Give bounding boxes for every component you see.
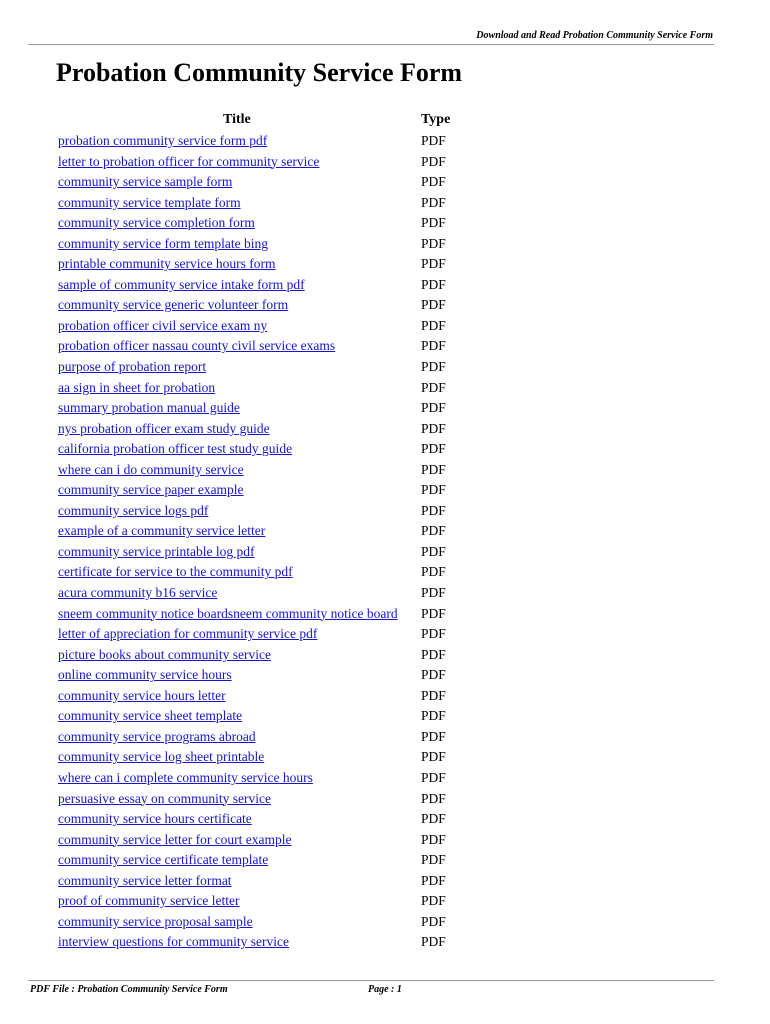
table-row [56,522,476,543]
document-type-label: PDF [421,338,446,354]
document-type-label: PDF [421,687,446,703]
table-row [56,461,476,482]
table-row [56,194,476,215]
table-row [56,132,476,153]
document-title-link[interactable]: where can i do community service [58,461,244,477]
page-title: Probation Community Service Form [56,58,463,87]
document-title-link[interactable]: interview questions for community service [58,934,289,950]
document-type-label: PDF [421,297,446,313]
document-title-link[interactable]: picture books about community service [58,646,271,662]
document-title-link[interactable]: community service sheet template [58,708,243,724]
table-row [56,584,476,605]
document-title-link[interactable]: community service template form [58,194,241,210]
document-title-link[interactable]: community service generic volunteer form [58,297,289,313]
document-title-link[interactable]: california probation officer test study guide [58,441,293,457]
document-type-label: PDF [421,215,446,231]
document-type-label: PDF [421,667,446,683]
document-type-label: PDF [421,769,446,785]
document-title-link[interactable]: certificate for service to the community pdf [58,564,293,580]
document-title-link[interactable]: community service paper example [58,482,244,498]
running-header: Download and Read Probation Community Service Form [476,30,713,41]
document-type-label: PDF [421,831,446,847]
table-row [56,625,476,646]
document-type-label: PDF [421,133,446,148]
table-row [56,790,476,811]
table-row [56,831,476,852]
document-title-link[interactable]: community service hours letter [58,687,226,703]
table-header [56,112,476,130]
table-row [56,851,476,872]
document-type-label: PDF [421,934,446,950]
document-title-link[interactable]: community service printable log pdf [58,543,255,559]
document-title-link[interactable]: acura community b16 service [58,585,218,601]
table-row [56,707,476,728]
table-row [56,235,476,256]
document-type-label: PDF [421,400,446,416]
document-type-label: PDF [421,564,446,580]
document-type-label: PDF [421,235,446,251]
document-type-label: PDF [421,441,446,457]
document-title-link[interactable]: persuasive essay on community service [58,790,271,806]
table-row [56,173,476,194]
document-type-label: PDF [421,317,446,333]
table-row [56,296,476,317]
footer-page-number: Page : 1 [368,984,402,995]
table-row [56,769,476,790]
document-title-link[interactable]: probation community service form pdf [58,133,268,148]
table-row [56,440,476,461]
table-row [56,687,476,708]
document-type-label: PDF [421,420,446,436]
header-divider [28,44,714,45]
document-title-link[interactable]: printable community service hours form [58,256,276,272]
document-type-label: PDF [421,379,446,395]
document-type-label: PDF [421,852,446,868]
document-title-link[interactable]: community service form template bing [58,235,268,251]
table-row [56,748,476,769]
document-title-link[interactable]: letter to probation officer for community service [58,153,320,169]
document-title-link[interactable]: where can i complete community service hours [58,769,313,785]
document-type-label: PDF [421,646,446,662]
document-type-label: PDF [421,153,446,169]
document-type-label: PDF [421,605,446,621]
document-type-label: PDF [421,913,446,929]
document-title-link[interactable]: sneem community notice boardsneem community notice board [58,605,398,621]
table-row [56,563,476,584]
document-type-label: PDF [421,502,446,518]
table-row [56,214,476,235]
table-row [56,543,476,564]
table-row [56,379,476,400]
document-type-label: PDF [421,256,446,272]
document-title-link[interactable]: community service log sheet printable [58,749,265,765]
document-type-label: PDF [421,811,446,827]
document-title-link[interactable]: community service completion form [58,215,255,231]
document-type-label: PDF [421,194,446,210]
table-row [56,317,476,338]
table-row [56,276,476,297]
table-row [56,255,476,276]
document-title-link[interactable]: sample of community service intake form pdf [58,276,305,292]
document-type-label: PDF [421,749,446,765]
table-row [56,153,476,174]
table-row [56,892,476,913]
table-row [56,728,476,749]
document-title-link[interactable]: nys probation officer exam study guide [58,420,270,436]
table-row [56,481,476,502]
document-type-label: PDF [421,728,446,744]
document-title-link[interactable]: probation officer civil service exam ny [58,317,268,333]
document-type-label: PDF [421,790,446,806]
document-type-label: PDF [421,276,446,292]
document-title-link[interactable]: community service letter for court example [58,831,292,847]
table-row [56,913,476,934]
document-type-label: PDF [421,359,446,375]
table-row [56,605,476,626]
document-type-label: PDF [421,523,446,539]
document-type-label: PDF [421,626,446,642]
table-row [56,810,476,831]
document-title-link[interactable]: purpose of probation report [58,359,207,375]
document-title-link[interactable]: letter of appreciation for community service pdf [58,626,318,642]
document-title-link[interactable]: community service certificate template [58,852,269,868]
document-title-link[interactable]: example of a community service letter [58,523,266,539]
table-row [56,646,476,667]
document-type-label: PDF [421,872,446,888]
document-title-link[interactable]: probation officer nassau county civil service exams [58,338,336,354]
document-list [56,132,476,954]
document-type-label: PDF [421,543,446,559]
table-row [56,399,476,420]
table-row [56,666,476,687]
document-title-link[interactable]: community service proposal sample [58,913,253,929]
document-title-link[interactable]: aa sign in sheet for probation [58,379,216,395]
document-type-label: PDF [421,461,446,477]
table-row [56,420,476,441]
document-title-link[interactable]: community service letter format [58,872,232,888]
table-row [56,872,476,893]
document-type-label: PDF [421,708,446,724]
document-type-label: PDF [421,174,446,190]
document-title-link[interactable]: proof of community service letter [58,893,240,909]
document-title-link[interactable]: community service hours certificate [58,811,252,827]
footer-file-label: PDF File : Probation Community Service Form [30,984,228,995]
document-title-link[interactable]: community service sample form [58,174,233,190]
column-header-type: Type [421,112,451,127]
column-header-title: Title [223,112,251,127]
document-type-label: PDF [421,893,446,909]
table-row [56,502,476,523]
table-row [56,358,476,379]
document-type-label: PDF [421,585,446,601]
table-row [56,933,476,954]
document-type-label: PDF [421,482,446,498]
document-title-link[interactable]: online community service hours [58,667,232,683]
table-row [56,337,476,358]
document-title-link[interactable]: summary probation manual guide [58,400,240,416]
document-title-link[interactable]: community service programs abroad [58,728,256,744]
footer-divider [28,980,714,981]
document-title-link[interactable]: community service logs pdf [58,502,209,518]
